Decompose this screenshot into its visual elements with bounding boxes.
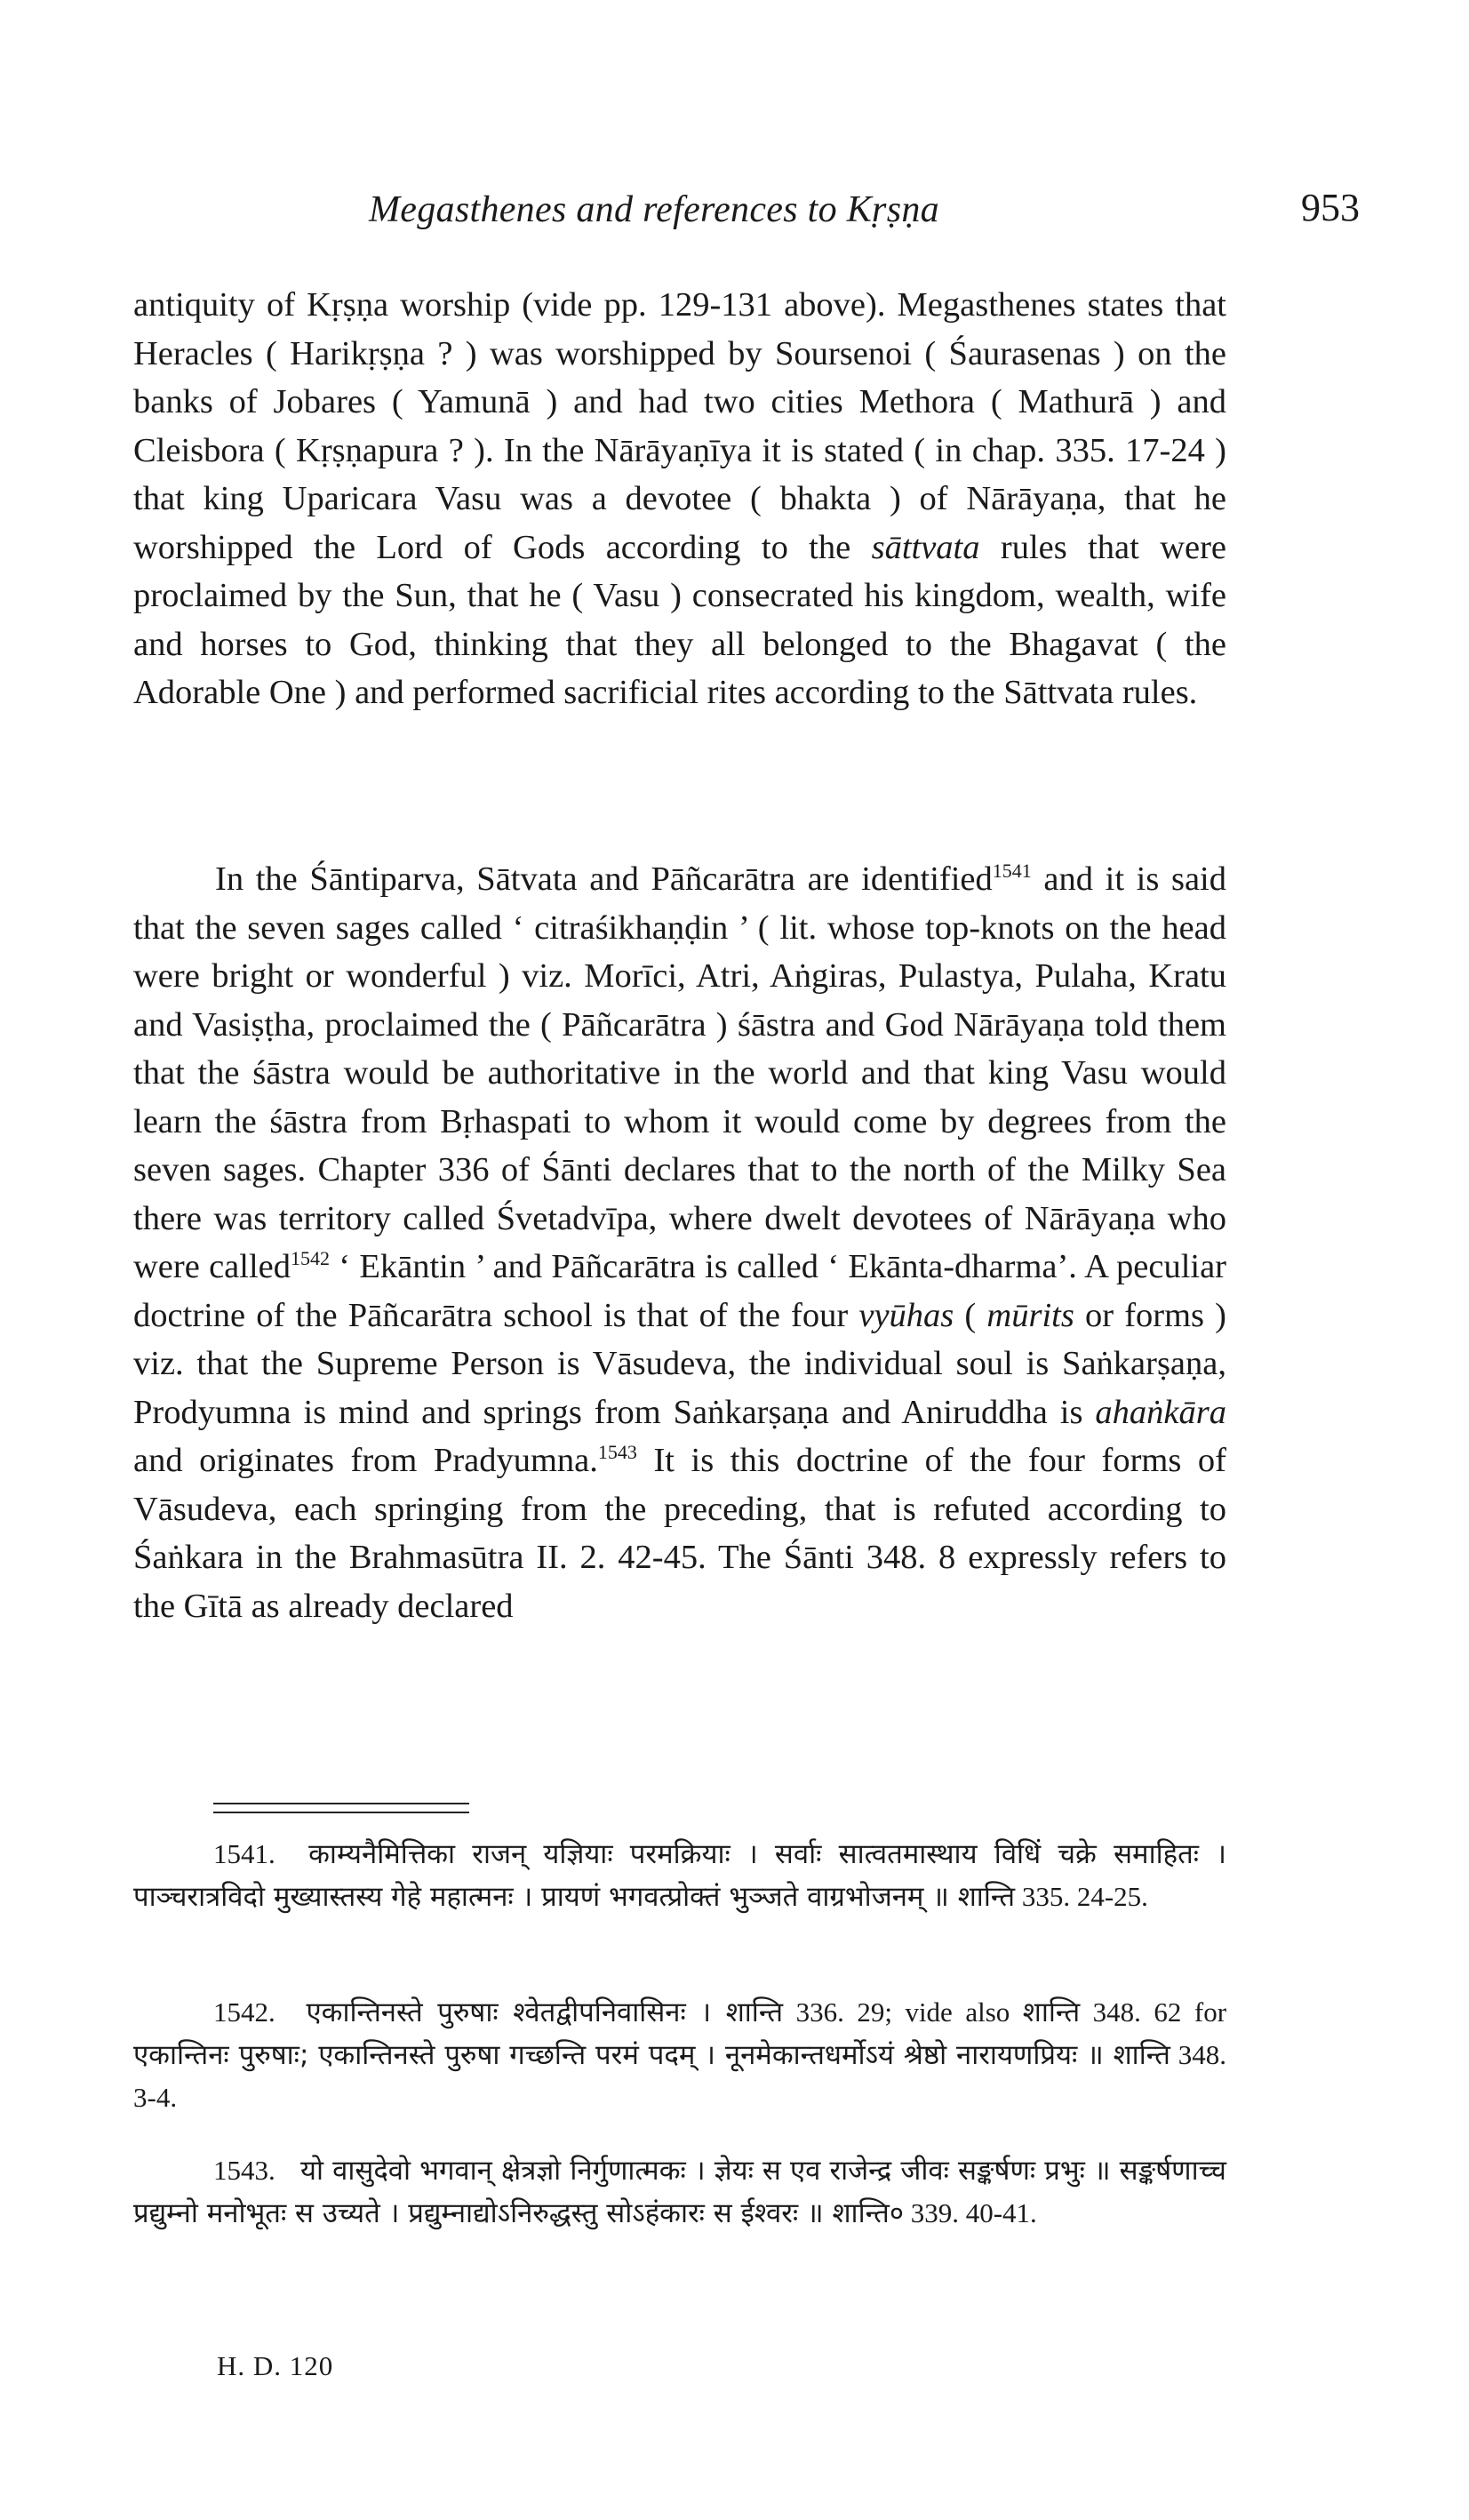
footnote-1542: 1542. एकान्तिनस्ते पुरुषाः श्वेतद्वीपनिवासिनः । शान्ति 336. 29; vide also शान्ति 348. 62 for एकान्तिनः पुरुषाः; एकान्तिनस्ते पुरुषा गच्छन्ति परमं पदम् । नूनमेकान्तधर्मोऽयं श्रेष्ठो नारायणप्रियः ॥ शान्ति 348. 3-4. <box>133 1996 1227 2113</box>
footnote-ref-1542: 1542 <box>290 1247 330 1269</box>
paragraph-1: antiquity of Kṛṣṇa worship (vide pp. 129-131 above). Megasthenes states that Heracles ( Harikṛṣṇa ? ) was worshipped by Soursenoi ( Śaurasenas ) on the banks of Jobares ( Yamunā ) and had two cities Methora ( Mathurā ) and Cleisbora ( Kṛṣṇapura ? ). In the Nārāyaṇīya it is stated ( in chap. 335. 17-24 ) that king Uparicara Vasu was a devotee ( bhakta ) of Nārāyaṇa, that he worshipped the Lord of Gods according to the sāttvata rules that were proclaimed by the Sun, that he ( Vasu ) consecrated his kingdom, wealth, wife and horses to God, thinking that they all belonged to the Bhagavat ( the Adorable One ) and performed sacrificial rites according to the Sāttvata rules. <box>133 286 1226 711</box>
page-number: 953 <box>1301 186 1360 229</box>
footnote-ref-1543: 1543 <box>597 1441 637 1463</box>
footnote-ref-1541: 1541 <box>992 860 1032 882</box>
page-header <box>133 188 1360 242</box>
footnote-divider <box>213 1812 469 1813</box>
footnote-1541: 1541. काम्यनैमित्तिका राजन् यज्ञियाः परमक्रियाः । सर्वाः सात्वतमास्थाय विधिं चक्रे समाहितः । पाञ्चरात्रविदो मुख्यास्तस्य गेहे महात्मनः । प्रायणं भगवत्प्रोक्तं भुञ्जते वाग्रभोजनम् ॥ शान्ति 335. 24-25. <box>133 1838 1226 1913</box>
footnote-1543: 1543. यो वासुदेवो भगवान् क्षेत्रज्ञो निर्गुणात्मकः । ज्ञेयः स एव राजेन्द्र जीवः सङ्कर्षणः प्रभुः ॥ सङ्कर्षणाच्च प्रद्युम्नो मनोभूतः स उच्यते । प्रद्युम्नाद्योऽनिरुद्धस्तु सोऽहंकारः स ईश्वरः ॥ शान्ति० 339. 40-41. <box>133 2155 1226 2229</box>
running-title: Megasthenes and references to Kṛṣṇa <box>369 189 939 230</box>
footnote-divider <box>213 1803 469 1804</box>
signature-mark: H. D. 120 <box>217 2350 334 2381</box>
paragraph-2: In the Śāntiparva, Sātvata and Pāñcarātra are identified$^{1541}$ and it is said that the seven sages called ‘ citraśikhaṇḍin ’ ( lit. whose top-knots on the head were bright or wonderful ) viz. Morīci, Atri, Aṅgiras, Pulastya, Pulaha, Kratu and Vasiṣṭha, proclaimed the ( Pāñcarātra ) śāstra and God Nārāyaṇa told them that the śāstra would be authoritative in the world and that king Vasu would learn the śāstra from Bṛhaspati to whom it would come by degrees from the seven sages. Chapter 336 of Śānti declares that to the north of the Milky Sea there was territory called Śvetadvīpa, where dwelt devotees of Nārāyaṇa who were called$^{1542}$ ‘ Ekāntin ’ and Pāñcarātra is called ‘ Ekānta-dharma’. A peculiar doctrine of the Pāñcarātra school is that of the four vyūhas ( mūrits or forms ) viz. that the Supreme Person is Vāsudeva, the individual soul is Saṅkarṣaṇa, Prodyumna is mind and springs from Saṅkarṣaṇa and Aniruddha is ahaṅkāra and originates from Pradyumna.$^{1543}$ It is this doctrine of the four forms of Vāsudeva, each springing from the preceding, that is refuted according to Śaṅkara in the Brahmasūtra II. 2. 42-45. The Śānti 348. 8 expressly refers to the Gītā as already declared <box>133 860 1226 1625</box>
